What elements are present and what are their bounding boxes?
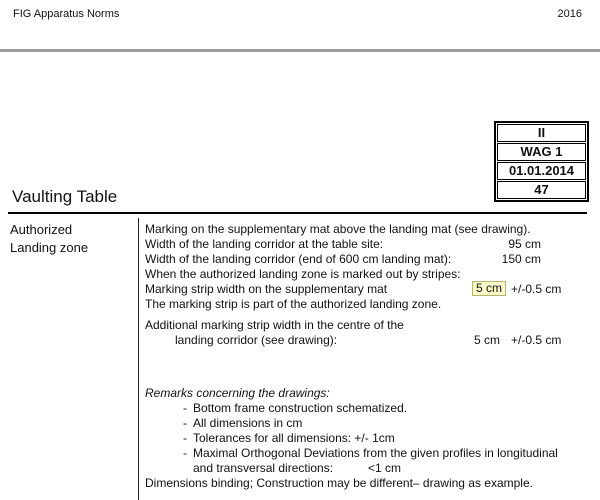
remark-item <box>145 446 588 461</box>
line-value: 95 cm <box>508 237 541 251</box>
line-text: Width of the landing corridor at the table site: <box>145 237 384 251</box>
column-divider <box>138 218 139 500</box>
tolerance-value: +/-0.5 cm <box>511 282 562 296</box>
section-rule <box>8 212 587 214</box>
line-value: 150 cm <box>501 252 541 266</box>
body-line <box>145 237 588 252</box>
remark-item <box>145 416 588 431</box>
body-line: When the authorized landing zone is marked out by stripes: <box>145 267 461 281</box>
remark-text: and transversal directions: <box>193 461 334 475</box>
body-line: The marking strip is part of the authorized landing zone. <box>145 297 442 311</box>
remarks-heading: Remarks concerning the drawings: <box>145 386 330 400</box>
remarks-footer: Dimensions binding; Construction may be different– drawing as example. <box>145 476 533 490</box>
remark-item <box>145 431 588 446</box>
remark-text: Tolerances for all dimensions: +/- 1cm <box>193 431 395 445</box>
remark-text: Bottom frame construction schematized. <box>193 401 408 415</box>
bullet-dash: - <box>183 446 187 460</box>
row-label-line-1: Authorized <box>10 222 73 237</box>
body-line <box>145 252 588 267</box>
body-line <box>145 282 588 297</box>
section-title: Vaulting Table <box>12 187 118 206</box>
paragraph-additional-strip <box>145 318 588 348</box>
remark-item-continuation <box>145 461 588 476</box>
header-rule <box>0 49 600 52</box>
line-text: Marking strip width on the supplementary mat <box>145 282 388 296</box>
remark-text: Maximal Orthogonal Deviations from the given profiles in longitudinal <box>193 446 558 460</box>
line-value: 5 cm <box>474 333 501 347</box>
info-box-date: 01.01.2014 <box>497 162 586 180</box>
highlighted-value: 5 cm <box>472 281 506 296</box>
body-line: Marking on the supplementary mat above the landing mat (see drawing). <box>145 222 531 236</box>
paragraph-marking <box>145 222 588 312</box>
remarks-section <box>145 386 588 491</box>
document-year: 2016 <box>557 8 582 20</box>
row-label-line-2: Landing zone <box>10 240 89 255</box>
bullet-dash: - <box>183 431 187 445</box>
info-box-program: WAG 1 <box>497 143 586 161</box>
info-box-page-number: 47 <box>497 181 586 199</box>
remark-item <box>145 401 588 416</box>
body-column <box>145 222 588 491</box>
remark-value: <1 cm <box>368 461 402 475</box>
row-label-authorized-landing-zone <box>10 221 88 257</box>
body-line <box>145 333 588 348</box>
info-box-level: II <box>497 124 586 142</box>
document-title: FIG Apparatus Norms <box>13 8 120 20</box>
info-box <box>494 121 589 202</box>
line-text: landing corridor (see drawing): <box>175 333 338 347</box>
bullet-dash: - <box>183 416 187 430</box>
body-line: Additional marking strip width in the centre of the <box>145 318 404 332</box>
bullet-dash: - <box>183 401 187 415</box>
remark-text: All dimensions in cm <box>193 416 303 430</box>
tolerance-value: +/-0.5 cm <box>511 333 562 347</box>
line-text: Width of the landing corridor (end of 600 cm landing mat): <box>145 252 452 266</box>
